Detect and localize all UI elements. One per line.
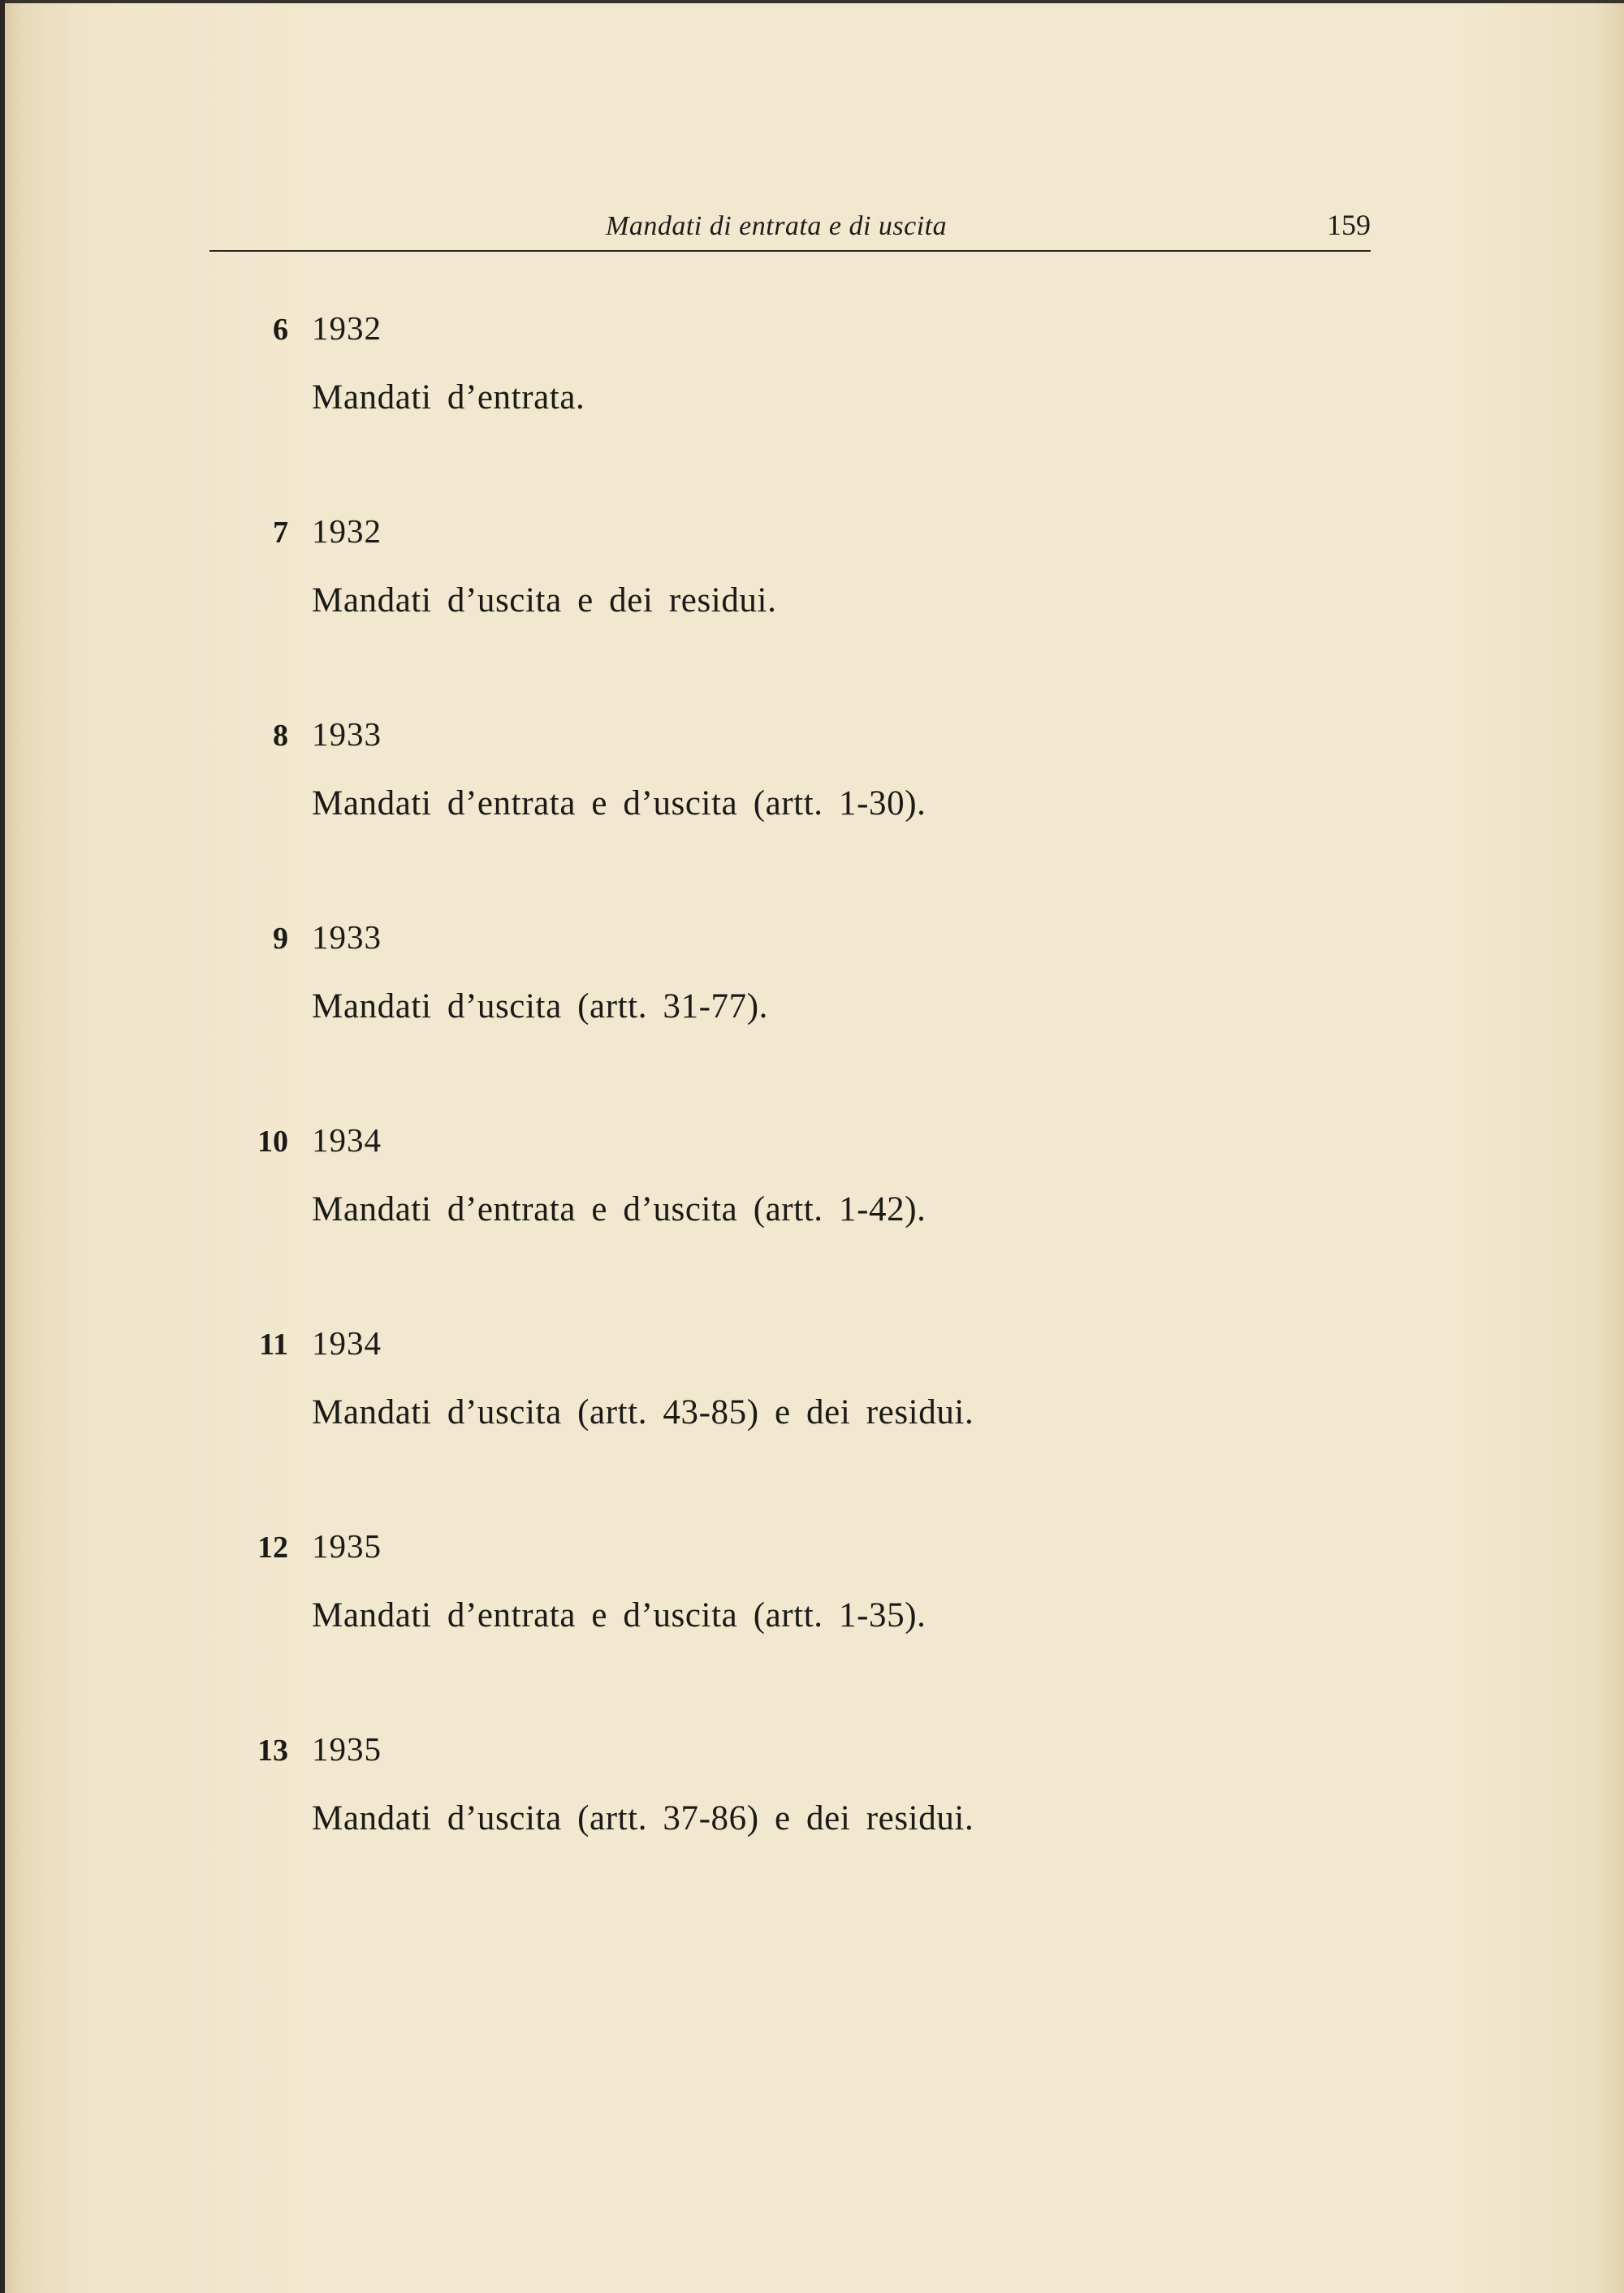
entry-number: 6	[273, 313, 288, 347]
entry-year: 1933	[312, 715, 382, 753]
entry-description: Mandati d’entrata e d’uscita (artt. 1-30).	[312, 784, 926, 823]
list-item	[244, 1315, 1462, 1518]
list-item	[244, 300, 1462, 503]
entry-description: Mandati d’entrata.	[312, 378, 585, 417]
entry-description: Mandati d’uscita (artt. 43-85) e dei residui.	[312, 1393, 974, 1432]
list-item	[244, 503, 1462, 706]
list-item	[244, 1112, 1462, 1315]
page-spine-edge	[0, 0, 5, 2293]
entry-number: 10	[257, 1125, 288, 1159]
page-top-edge	[0, 0, 1624, 3]
page-number: 159	[1327, 209, 1371, 241]
entry-year: 1932	[312, 309, 382, 347]
running-head	[209, 203, 1371, 253]
entry-number: 9	[273, 922, 288, 956]
entry-year: 1934	[312, 1121, 382, 1159]
entry-number: 7	[273, 516, 288, 550]
entry-description: Mandati d’entrata e d’uscita (artt. 1-42).	[312, 1190, 926, 1229]
entry-year: 1934	[312, 1324, 382, 1362]
entry-number: 8	[273, 719, 288, 753]
entry-number: 13	[257, 1734, 288, 1768]
entry-number: 11	[259, 1328, 288, 1362]
list-item	[244, 706, 1462, 909]
entry-description: Mandati d’uscita (artt. 31-77).	[312, 987, 769, 1026]
entry-year: 1932	[312, 512, 382, 550]
entry-year: 1935	[312, 1730, 382, 1768]
entry-year: 1933	[312, 918, 382, 956]
entry-description: Mandati d’uscita e dei residui.	[312, 581, 777, 620]
list-item	[244, 1721, 1462, 1924]
entry-description: Mandati d’entrata e d’uscita (artt. 1-35).	[312, 1596, 926, 1634]
entry-year: 1935	[312, 1527, 382, 1565]
entry-description: Mandati d’uscita (artt. 37-86) e dei residui.	[312, 1799, 974, 1837]
list-item	[244, 1518, 1462, 1721]
entry-number: 12	[257, 1531, 288, 1565]
running-title: Mandati di entrata e di uscita	[606, 211, 948, 241]
entry-list	[244, 300, 1462, 1924]
list-item	[244, 909, 1462, 1112]
header-rule	[209, 250, 1371, 252]
